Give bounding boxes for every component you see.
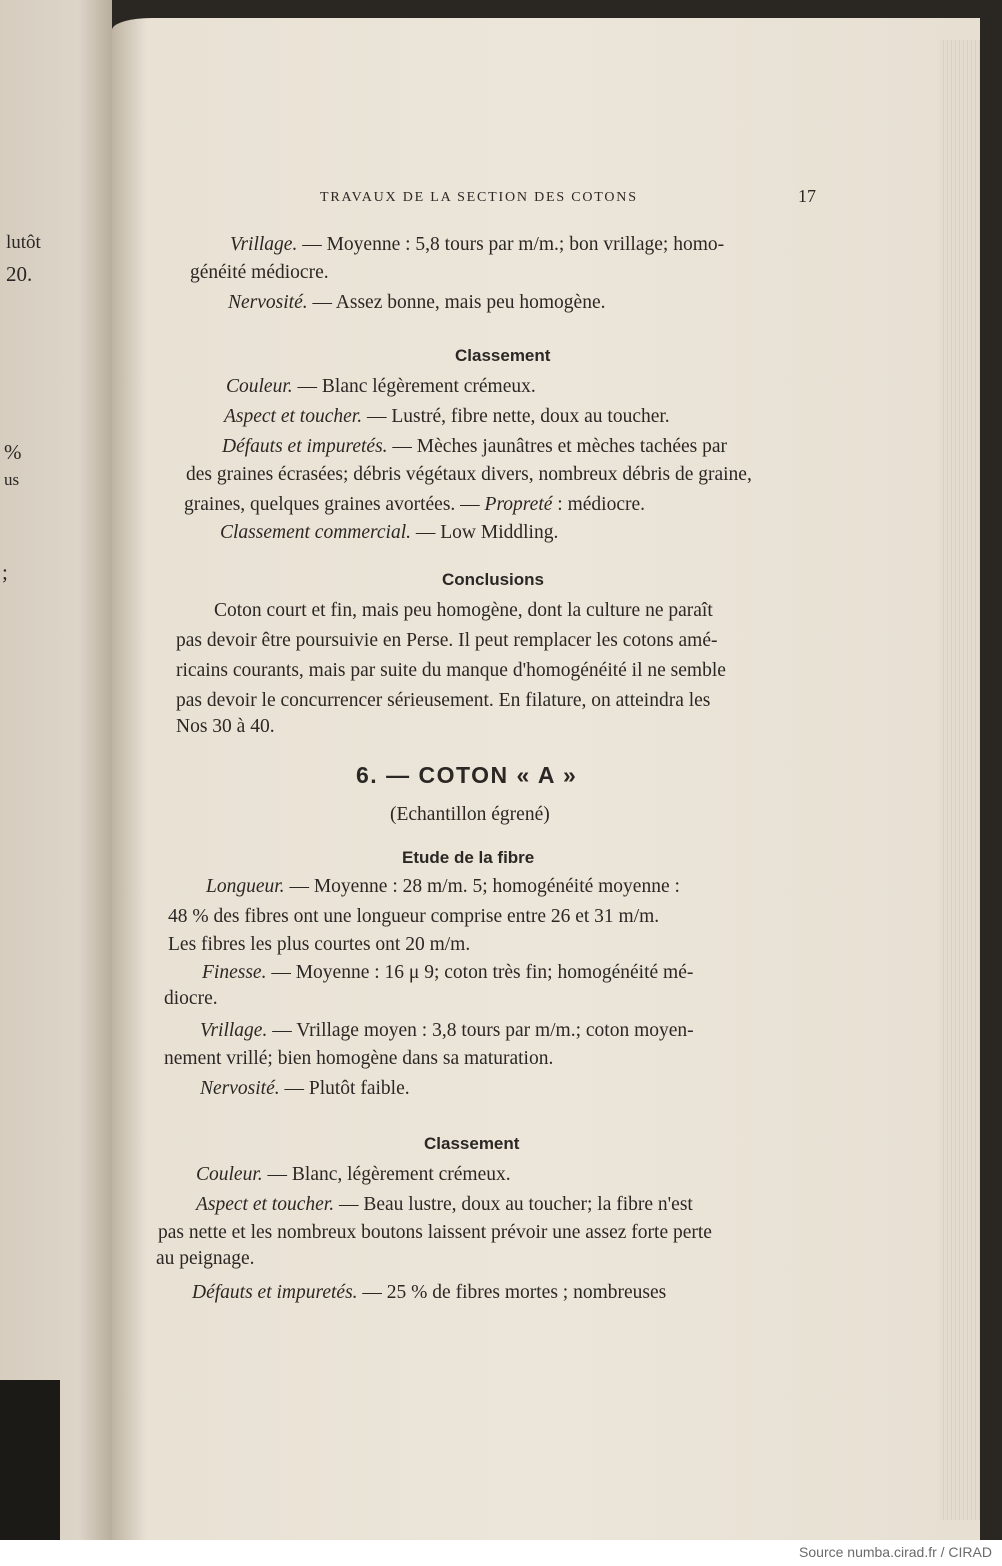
text-line: Nervosité. — Assez bonne, mais peu homogène. (228, 292, 606, 313)
text-line: Classement commercial. — Low Middling. (220, 522, 559, 543)
binding-shadow (0, 1380, 60, 1540)
text-line: Nos 30 à 40. (176, 716, 275, 737)
text-line: Finesse. — Moyenne : 16 μ 9; coton très fin; homogénéité mé- (202, 962, 694, 983)
text-line: Couleur. — Blanc légèrement crémeux. (226, 376, 536, 397)
text-line: Aspect et toucher. — Lustré, fibre nette, doux au toucher. (224, 406, 670, 427)
text-line: Vrillage. — Moyenne : 5,8 tours par m/m.; bon vrillage; homo- (230, 234, 725, 255)
text-line: des graines écrasées; débris végétaux divers, nombreux débris de graine, (186, 464, 752, 485)
left-fragment: ; (2, 560, 8, 584)
text-line: Aspect et toucher. — Beau lustre, doux au toucher; la fibre n'est (196, 1194, 693, 1215)
text-line: Couleur. — Blanc, légèrement crémeux. (196, 1164, 511, 1185)
text-line: au peignage. (156, 1248, 255, 1269)
text-line: Longueur. — Moyenne : 28 m/m. 5; homogénéité moyenne : (206, 876, 680, 897)
left-fragment: 20. (6, 262, 33, 286)
text-line: pas nette et les nombreux boutons laissent prévoir une assez forte perte (158, 1222, 712, 1243)
running-header: TRAVAUX DE LA SECTION DES COTONS (320, 190, 638, 205)
section-title: 6. — COTON « A » (356, 762, 578, 788)
text-line: nement vrillé; bien homogène dans sa maturation. (164, 1048, 554, 1069)
section-heading: Conclusions (442, 570, 545, 589)
text-line: 48 % des fibres ont une longueur comprise entre 26 et 31 m/m. (168, 906, 660, 927)
left-fragment: % (4, 440, 22, 464)
text-line: Défauts et impuretés. — 25 % de fibres mortes ; nombreuses (192, 1282, 667, 1303)
text-line: Coton court et fin, mais peu homogène, dont la culture ne paraît (214, 600, 713, 621)
text-line: ricains courants, mais par suite du manque d'homogénéité il ne semble (176, 660, 726, 681)
text-line: généité médiocre. (190, 262, 329, 283)
left-fragment: lutôt (6, 232, 41, 253)
text-line: Vrillage. — Vrillage moyen : 3,8 tours par m/m.; coton moyen- (200, 1020, 694, 1041)
text-line: graines, quelques graines avortées. — Propreté : médiocre. (184, 494, 645, 515)
text-line: Nervosité. — Plutôt faible. (200, 1078, 410, 1099)
page-number: 17 (798, 186, 816, 206)
left-page (0, 0, 112, 1540)
text-line: pas devoir le concurrencer sérieusement. En filature, on atteindra les (176, 690, 711, 711)
section-heading: Classement (455, 346, 551, 365)
text-line: Défauts et impuretés. — Mèches jaunâtres et mèches tachées par (222, 436, 728, 457)
text-line: Les fibres les plus courtes ont 20 m/m. (168, 934, 471, 955)
left-fragment: us (4, 470, 20, 489)
subtitle: (Echantillon égrené) (390, 804, 550, 825)
section-heading: Etude de la fibre (402, 848, 535, 867)
page-edges (940, 40, 980, 1520)
text-line: diocre. (164, 988, 218, 1009)
text-line: pas devoir être poursuivie en Perse. Il peut remplacer les cotons amé- (176, 630, 718, 651)
section-heading: Classement (424, 1134, 520, 1153)
source-credit: Source numba.cirad.fr / CIRAD (799, 1544, 992, 1560)
